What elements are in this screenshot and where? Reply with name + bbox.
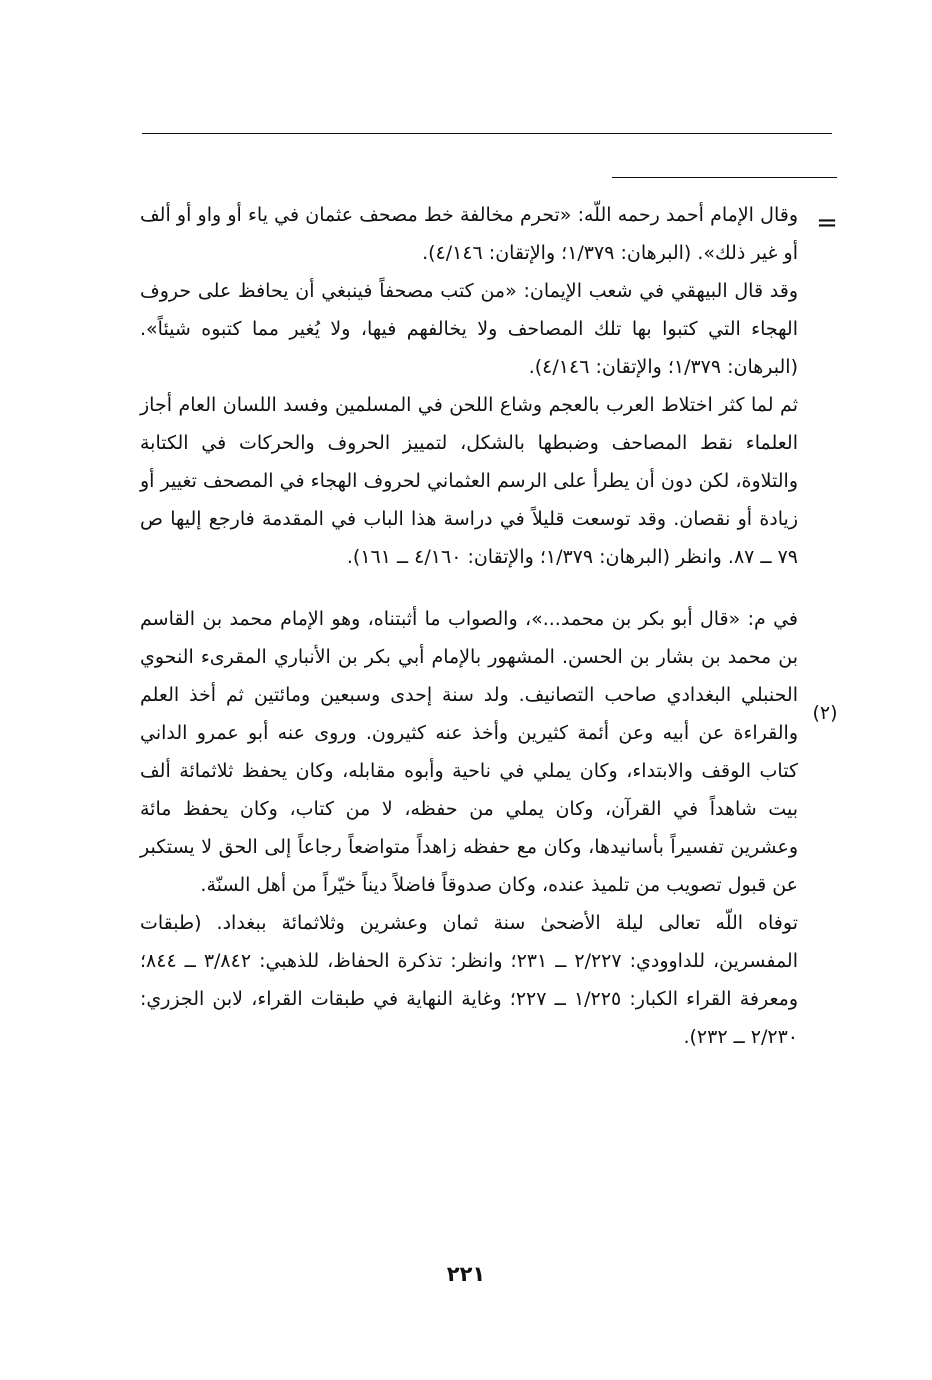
continued-note-paragraph-1: وقال الإمام أحمد رحمه اللّه: «تحرم مخالفة خط مصحف عثمان في ياء أو واو أو ألف أو غير ذلك». (البرهان: ١/٣٧٩؛ والإتقان: ٤/١٤٦). [140,204,798,264]
footnotes-block [140,196,798,1056]
footnote-number: (٢) [812,702,838,724]
footnote-gap [140,576,798,600]
note-two-paragraph-2: توفاه اللّه تعالى ليلة الأضحىٰ سنة ثمان وعشرين وثلاثمائة ببغداد. (طبقات المفسرين، للداوودي: ٢/٢٢٧ ــ ٢٣١؛ وانظر: تذكرة الحفاظ، للذهبي: ٣/٨٤٢ ــ ٨٤٤؛ ومعرفة القراء الكبار: ١/٢٢٥ ــ ٢٢٧؛ وغاية النهاية في طبقات القراء، لابن الجزري: ٢/٢٣٠ ــ ٢٣٢). [140,912,799,1048]
continued-note-paragraph-3: ثم لما كثر اختلاط العرب بالعجم وشاع اللحن في المسلمين وفسد اللسان العام أجاز العلماء نقط المصاحف وضبطها بالشكل، لتمييز الحروف والحركات في الكتابة والتلاوة، لكن دون أن يطرأ على الرسم العثماني لحروف الهجاء في المصحف تغيير أو زيادة أو نقصان. وقد توسعت قليلاً في دراسة هذا الباب في المقدمة فارجع إليها ص ٧٩ ــ ٨٧. وانظر (البرهان: ١/٣٧٩؛ والإتقان: ٤/١٦٠ ــ ١٦١). [140,394,798,568]
note-two-paragraph-1: في م: «قال أبو بكر بن محمد...»، والصواب ما أثبتناه، وهو الإمام محمد بن القاسم بن محمد بن بشار بن الحسن. المشهور بالإمام أبي بكر بن الأنباري المقرىء النحوي الحنبلي البغدادي صاحب التصانيف. ولد سنة إحدى وسبعين ومائتين ثم أخذ العلم والقراءة عن أبيه وعن أئمة كثيرين وأخذ عنه كثيرون. وروى عنه أبو عمرو الداني كتاب الوقف والابتداء، وكان يملي في ناحية وأبوه مقابله، وكان يحفظ ثلاثمائة ألف بيت شاهداً في القرآن، وكان يملي من حفظه، لا من كتاب، وكان يحفظ مائة وعشرين تفسيراً بأسانيدها، وكان مع حفظه زاهداً متواضعاً رجاعاً إلى الحق لا يستكبر عن قبول تصويب من تلميذ عنده، وكان صدوقاً فاضلاً ديناً خيّراً من أهل السنّة. [140,608,798,896]
continued-note-paragraph-2: وقد قال البيهقي في شعب الإيمان: «من كتب مصحفاً فينبغي أن يحافظ على حروف الهجاء التي كتبوا بها تلك المصاحف ولا يخالفهم فيها، ولا يُغير مما كتبوه شيئاً». (البرهان: ١/٣٧٩؛ والإتقان: ٤/١٤٦). [140,280,798,378]
page-number: ٢٢١ [446,1262,486,1286]
footnote-separator-short [612,177,837,178]
continuation-mark: = [816,208,838,238]
footnote-separator-long [142,133,832,134]
